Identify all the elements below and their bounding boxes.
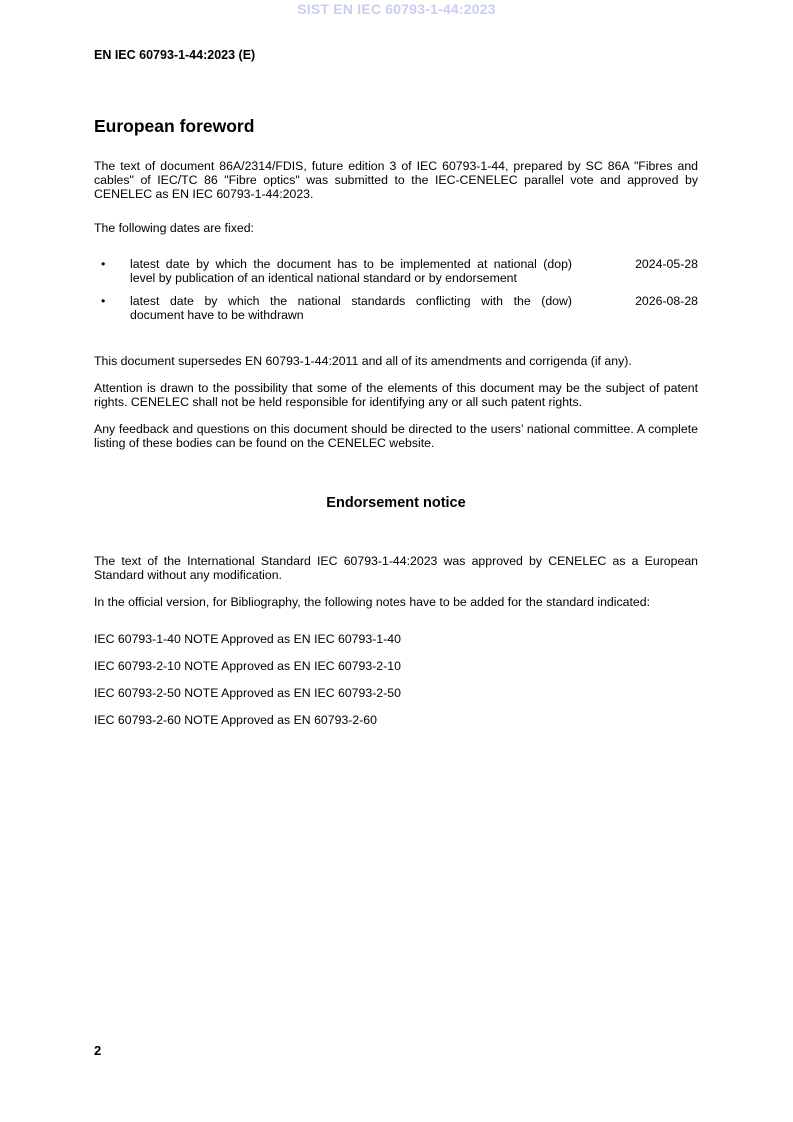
- bibliography-note: IEC 60793-2-10 NOTE Approved as EN IEC 60793-2-10: [94, 659, 401, 673]
- bibliography-note: IEC 60793-1-40 NOTE Approved as EN IEC 60793-1-40: [94, 632, 401, 646]
- endorsement-text: The text of the International Standard IEC 60793-1-44:2023 was approved by CENELEC as a European Standard without any modification.: [94, 554, 698, 582]
- date-description: [130, 294, 572, 322]
- date-item-dop: [94, 257, 698, 285]
- date-description-line1: latest date by which the national standards conflicting with the (dow): [130, 294, 572, 308]
- patent-paragraph: Attention is drawn to the possibility that some of the elements of this document may be the subject of patent rights. CENELEC shall not be held responsible for identifying any or all such patent rights.: [94, 381, 698, 409]
- date-description-line2: document have to be withdrawn: [130, 308, 304, 322]
- dates-list: [94, 257, 698, 322]
- date-value: 2026-08-28: [635, 294, 698, 308]
- bullet-marker: •: [101, 294, 106, 308]
- dates-intro: The following dates are fixed:: [94, 221, 254, 235]
- date-description: [130, 257, 572, 285]
- supersedes-paragraph: This document supersedes EN 60793-1-44:2011 and all of its amendments and corrigenda (if any).: [94, 354, 632, 368]
- bibliography-notes: [94, 632, 698, 727]
- document-id: EN IEC 60793-1-44:2023 (E): [94, 48, 256, 62]
- bibliography-intro: In the official version, for Bibliography, the following notes have to be added for the standard indicated:: [94, 595, 650, 609]
- date-description-line1: latest date by which the document has to be implemented at national (dop): [130, 257, 572, 271]
- bullet-marker: •: [101, 257, 106, 271]
- date-description-line2: level by publication of an identical national standard or by endorsement: [130, 271, 517, 285]
- bibliography-note: IEC 60793-2-60 NOTE Approved as EN 60793-2-60: [94, 713, 377, 727]
- watermark: SIST EN IEC 60793-1-44:2023: [297, 1, 496, 17]
- foreword-intro: The text of document 86A/2314/FDIS, future edition 3 of IEC 60793-1-44, prepared by SC 86A "Fibres and cables" of IEC/TC 86 "Fibre optics" was submitted to the IEC-CENELEC parallel vote and approved by CENELEC as EN IEC 60793-1-44:2023.: [94, 159, 698, 201]
- bibliography-note: IEC 60793-2-50 NOTE Approved as EN IEC 60793-2-50: [94, 686, 401, 700]
- date-value: 2024-05-28: [635, 257, 698, 271]
- page-number: 2: [94, 1043, 102, 1058]
- foreword-title: European foreword: [94, 116, 255, 136]
- endorsement-title: Endorsement notice: [326, 495, 466, 511]
- page-content: [94, 115, 698, 740]
- feedback-paragraph: Any feedback and questions on this document should be directed to the users’ national committee. A complete listing of these bodies can be found on the CENELEC website.: [94, 422, 698, 450]
- date-item-dow: [94, 294, 698, 322]
